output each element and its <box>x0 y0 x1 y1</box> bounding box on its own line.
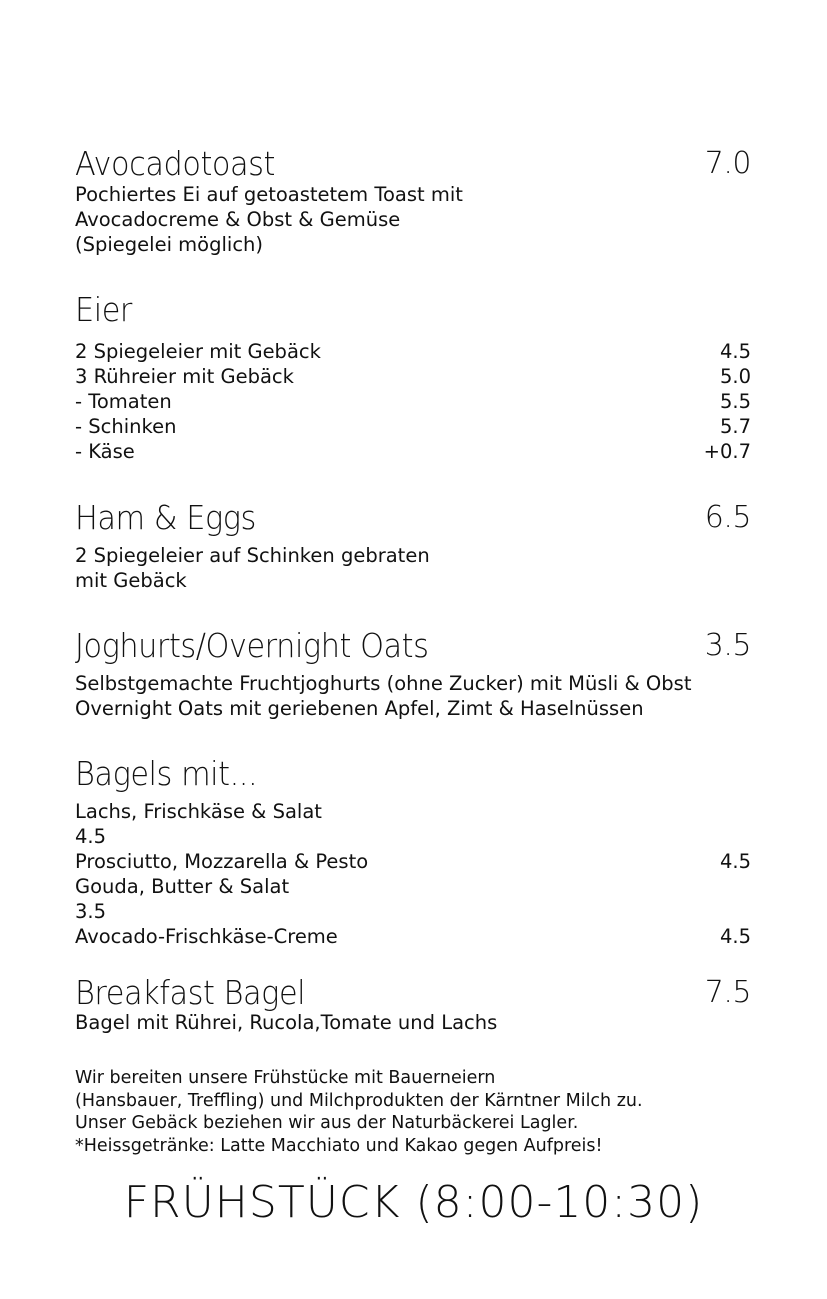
description-line: mit Gebäck <box>75 569 187 592</box>
section-title-eier: Eier <box>75 290 132 329</box>
section-title-joghurts: Joghurts/Overnight Oats <box>75 626 429 665</box>
price-joghurts: 3.5 <box>704 628 751 663</box>
price-ham-eggs: 6.5 <box>704 500 751 535</box>
menu-item-row <box>75 389 751 414</box>
section-title-ham-eggs: Ham & Eggs <box>75 498 256 537</box>
description-line: Selbstgemachte Fruchtjoghurts (ohne Zucker) mit Müsli & Obst <box>75 672 692 695</box>
menu-item-row <box>75 414 751 439</box>
description-line: Avocadocreme & Obst & Gemüse <box>75 208 401 231</box>
menu-item-price: 4.5 <box>719 340 751 363</box>
menu-item-row <box>75 849 751 874</box>
menu-item-price: 5.0 <box>719 365 751 388</box>
description-line: 2 Spiegeleier auf Schinken gebraten <box>75 544 430 567</box>
note-line: Wir bereiten unsere Frühstücke mit Bauerneiern <box>75 1068 496 1088</box>
menu-item-price: 5.5 <box>719 390 751 413</box>
page-title-fruehstueck: FRÜHSTÜCK (8:00-10:30) <box>123 1177 704 1228</box>
menu-item-label: Prosciutto, Mozzarella & Pesto <box>75 850 369 873</box>
menu-item-label: - Käse <box>75 440 135 463</box>
menu-item-row <box>75 364 751 389</box>
description-avocadotoast <box>75 182 463 257</box>
menu-item-label: Lachs, Frischkäse & Salat <box>75 800 322 823</box>
bagel-item-lachs <box>75 799 322 849</box>
menu-item-price: 5.7 <box>719 415 751 438</box>
menu-item-label: Gouda, Butter & Salat <box>75 875 290 898</box>
menu-item-row <box>75 924 751 949</box>
menu-item-row <box>75 439 751 464</box>
description-line: Overnight Oats mit geriebenen Apfel, Zimt & Haselnüssen <box>75 697 644 720</box>
description-line: Bagel mit Rührei, Rucola,Tomate und Lachs <box>75 1011 498 1034</box>
note-line: (Hansbauer, Treffling) und Milchprodukten der Kärntner Milch zu. <box>75 1090 643 1111</box>
menu-item-row <box>75 339 751 364</box>
price-breakfast-bagel: 7.5 <box>704 975 751 1010</box>
section-title-bagels: Bagels mit... <box>75 754 258 793</box>
menu-item-price: 4.5 <box>719 925 751 948</box>
description-line: Pochiertes Ei auf getoastetem Toast mit <box>75 183 463 206</box>
description-joghurts <box>75 671 691 721</box>
menu-item-price: +0.7 <box>703 440 751 463</box>
menu-item-label: - Schinken <box>75 415 177 438</box>
section-title-avocadotoast: Avocadotoast <box>75 144 275 183</box>
description-ham-eggs <box>75 543 430 593</box>
menu-item-label: - Tomaten <box>75 390 172 413</box>
menu-item-price: 3.5 <box>75 900 107 923</box>
menu-item-price: 4.5 <box>75 825 107 848</box>
section-title-breakfast-bagel: Breakfast Bagel <box>75 973 306 1012</box>
note-line: *Heissgetränke: Latte Macchiato und Kakao gegen Aufpreis! <box>75 1135 603 1156</box>
menu-item-price: 4.5 <box>719 850 751 873</box>
bagel-item-gouda <box>75 874 289 924</box>
menu-item-label: 2 Spiegeleier mit Gebäck <box>75 340 321 363</box>
menu-item-label: 3 Rühreier mit Gebäck <box>75 365 294 388</box>
price-avocadotoast: 7.0 <box>704 146 751 181</box>
description-breakfast-bagel <box>75 1010 497 1035</box>
info-note <box>75 1067 643 1157</box>
note-line: Unser Gebäck beziehen wir aus der Naturbäckerei Lagler. <box>75 1113 579 1133</box>
menu-item-label: Avocado-Frischkäse-Creme <box>75 925 338 948</box>
description-line: (Spiegelei möglich) <box>75 233 264 256</box>
